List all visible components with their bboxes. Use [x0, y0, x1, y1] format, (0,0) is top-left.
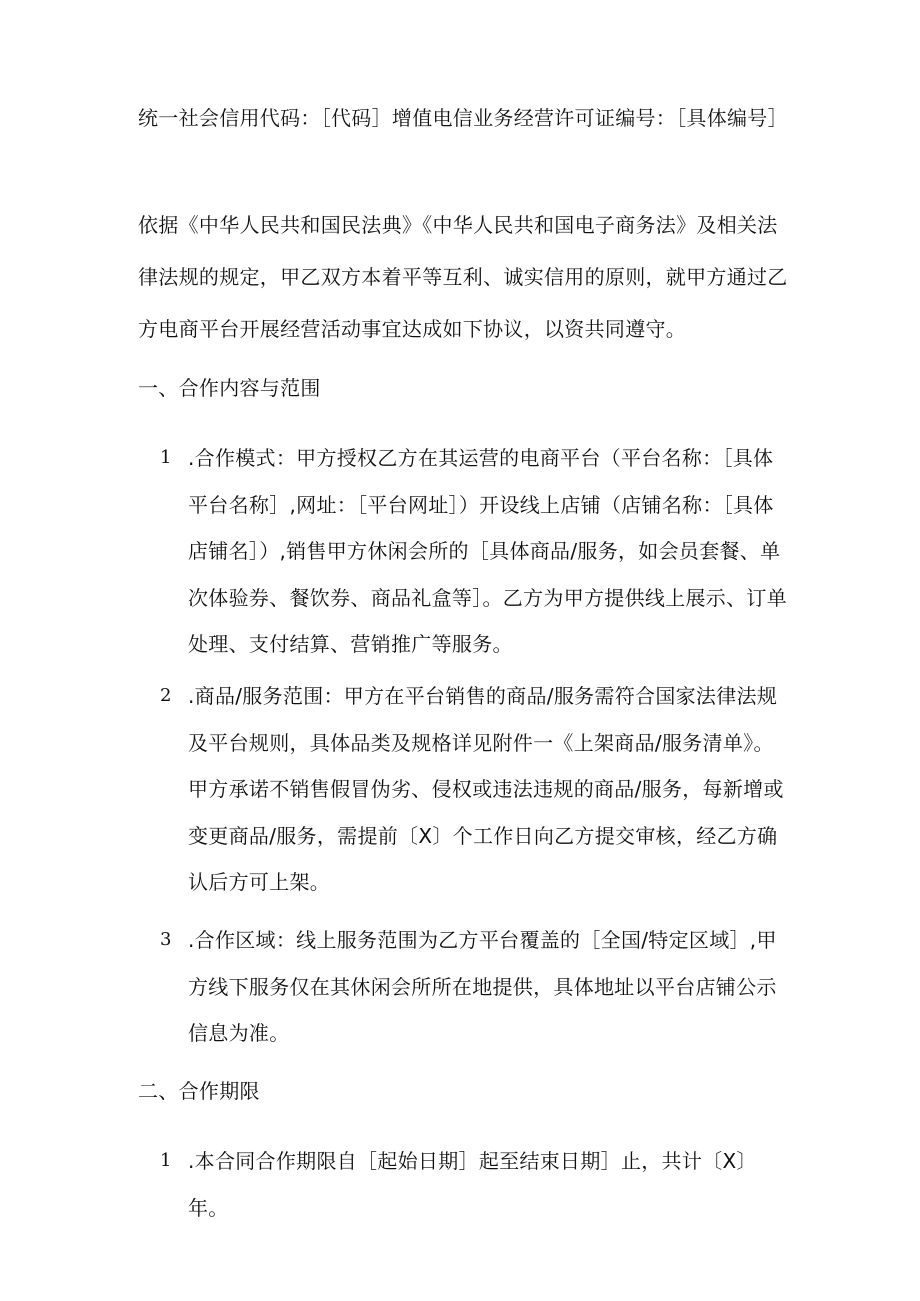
item-number: 3 [160, 929, 172, 950]
item-text-cooperation-region: .合作区域：线上服务范围为乙方平台覆盖的［全国/特定区域］,甲方线下服务仅在其休闲会所所在地提供，具体地址以平台店铺公示信息为准。 [188, 928, 777, 1045]
item-number: 2 [160, 685, 172, 706]
section-heading-cooperation-term: 二、合作期限 [138, 1079, 260, 1103]
item-text-goods-scope: .商品/服务范围：甲方在平台销售的商品/服务需符合国家法律法规及平台规则，具体品类及规格详见附件一《上架商品/服务清单》。甲方承诺不销售假冒伪劣、侵权或违法违规的商品/服务，每新增或变更商品/服务，需提前〔X〕个工作日向乙方提交审核，经乙方确认后方可上架。 [188, 684, 784, 894]
legal-basis-paragraph: 依据《中华人民共和国民法典》《中华人民共和国电子商务法》及相关法律法规的规定，甲乙双方本着平等互利、诚实信用的原则，就甲方通过乙方电商平台开展经营活动事宜达成如下协议，以资共同遵守。 [138, 213, 788, 341]
item-text-term-period: .本合同合作期限自［起始日期］起至结束日期］止，共计〔X〕年。 [188, 1149, 757, 1220]
section-heading-cooperation-scope: 一、合作内容与范围 [138, 376, 321, 400]
item-number: 1 [160, 1150, 172, 1171]
item-number: 1 [160, 447, 172, 468]
credit-code-license-line: 统一社会信用代码：［代码］增值电信业务经营许可证编号：［具体编号］ [138, 106, 788, 130]
item-text-cooperation-mode: .合作模式：甲方授权乙方在其运营的电商平台（平台名称：［具体平台名称］,网址：［平台网址］）开设线上店铺（店铺名称：［具体店铺名］）,销售甲方休闲会所的［具体商品/服务，如会员套餐、单次体验券、餐饮券、商品礼盒等］。乙方为甲方提供线上展示、订单处理、支付结算、营销推广等服务。 [188, 446, 787, 656]
